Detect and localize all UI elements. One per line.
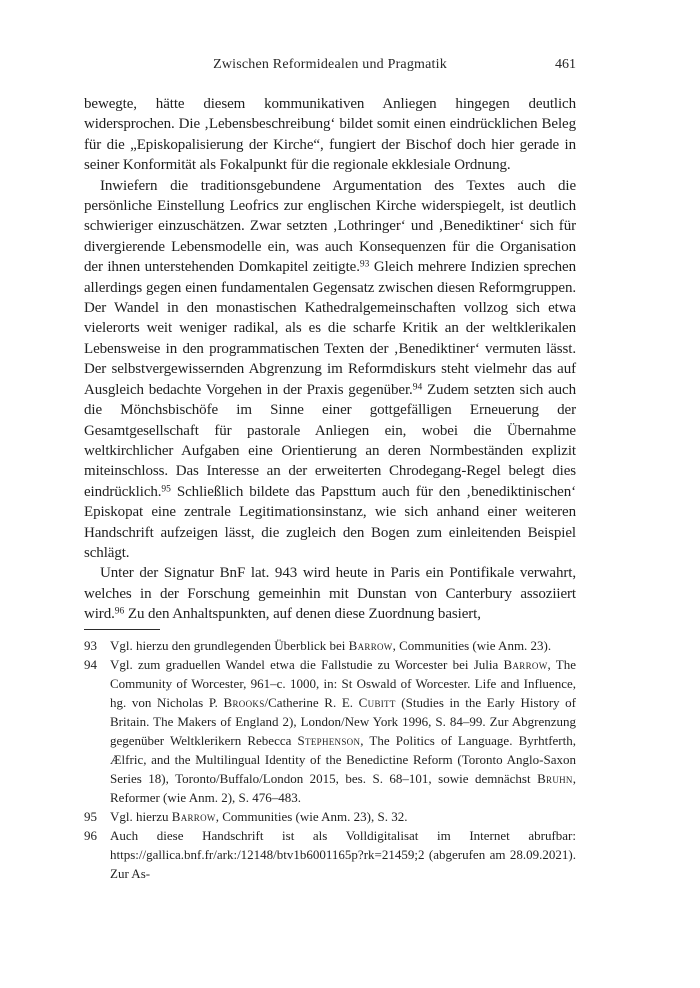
- text-run: , Communities (wie Anm. 23), S. 32.: [215, 809, 408, 824]
- footnote-ref: 96: [114, 606, 125, 617]
- footnote-ref: 93: [359, 259, 370, 270]
- footnote-text: [110, 826, 576, 883]
- paragraph: [84, 94, 576, 176]
- smallcaps-name: Stephenson: [297, 733, 361, 748]
- footnote-text: [110, 655, 576, 807]
- text-run: bewegte, hätte diesem kommunikativen Anliegen hingegen deutlich widersprochen. Die ‚Lebensbeschreibung‘ bildet somit einen eindrücklichen Beleg für die „Episkopalisierung der Kirche“, fungiert der Bischof doch hier gerade in seiner Konformität als Fokalpunkt für die regionale ekklesiale Ordnung.: [84, 96, 576, 174]
- smallcaps-name: Barrow: [503, 657, 548, 672]
- text-run: Zudem setzten sich auch die Mönchsbischöfe im Sinne einer gottgefälligen Erneuerung der Gesamtgesellschaft für pastorale Anliegen ein, wobei die Übernahme weltkirchlicher Aufgaben eine Orientierung an deren Normbeständen explizit miteinschloss. Das Interesse an der erweiterten Chrodegang-Regel belegt dies eindrücklich.: [84, 381, 576, 500]
- text-block: [84, 94, 576, 883]
- footnote: [84, 636, 576, 655]
- text-run: Schließlich bildete das Papsttum auch für den ‚benediktinischen‘ Episkopat eine zentrale Legitimationsinstanz, wie sich anhand einer weiteren Handschrift aufzeigen lässt, die zugleich den Bogen zum einleitenden Beispiel schlägt.: [84, 483, 576, 561]
- running-header: [84, 57, 576, 77]
- footnotes: [84, 636, 576, 883]
- footnote-text: [110, 636, 576, 655]
- smallcaps-name: Barrow: [348, 638, 393, 653]
- text-run: Zu den Anhaltspunkten, auf denen diese Zuordnung basiert,: [124, 606, 481, 623]
- paragraph: [84, 176, 576, 564]
- text-run: Vgl. hierzu: [110, 809, 172, 824]
- smallcaps-name: Barrow: [171, 809, 216, 824]
- footnote-number: 93: [84, 638, 97, 653]
- page-number: 461: [555, 57, 576, 72]
- footnote: [84, 826, 576, 883]
- text-run: (Studies in the Early History of Britain. The Makers of England 2), London/New York 1996, S. 84–99. Zur Abgrenzung gegenüber Weltklerikern Rebecca: [110, 695, 577, 748]
- footnote-number: 95: [84, 809, 97, 824]
- footnote-text: [110, 807, 576, 826]
- smallcaps-name: Cubitt: [358, 695, 396, 710]
- paragraph: [84, 563, 576, 624]
- text-run: Gleich mehrere Indizien sprechen allerdings gegen einen fundamentalen Gegensatz zwischen diesen Reformgruppen. Der Wandel in den monastischen Kathedralgemeinschaften vollzog sich etwa vielerorts weit weniger radikal, als es die scharfe Kritik an der weltklerikalen Lebensweise in den programmatischen Texten der ‚Benediktiner‘ vermuten lässt. Der selbstvergewissernden Abgrenzung im Reformdiskurs steht vielmehr das auf Ausgleich bedachte Vorgehen in der Praxis gegenüber.: [84, 259, 576, 398]
- footnote-ref: 95: [161, 484, 171, 495]
- smallcaps-name: Bruhn: [537, 771, 573, 786]
- footnote: [84, 655, 576, 807]
- footnote-separator: [84, 629, 160, 630]
- text-run: Vgl. zum graduellen Wandel etwa die Fallstudie zu Worcester bei Julia: [110, 657, 504, 672]
- smallcaps-name: Brooks: [223, 695, 265, 710]
- footnote-number: 94: [84, 657, 97, 672]
- text-run: , The Politics of Language. Byrhtferth, Ælfric, and the Multilingual Identity of the Benedictine Reform (Toronto Anglo-Saxon Series 18), Toronto/Buffalo/London 2015, bes. S. 68–101, sowie demnächst: [110, 733, 576, 786]
- footnote: [84, 807, 576, 826]
- text-run: Vgl. hierzu den grundlegenden Überblick bei: [110, 638, 349, 653]
- footnote-number: 96: [84, 828, 97, 843]
- text-run: , Reformer (wie Anm. 2), S. 476–483.: [110, 771, 576, 805]
- text-run: /Catherine R. E.: [264, 695, 359, 710]
- text-run: Unter der Signatur BnF lat. 943 wird heute in Paris ein Pontifikale verwahrt, welches in der Forschung gemeinhin mit Dunstan von Canterbury assoziiert wird.: [84, 565, 576, 623]
- body-text: [84, 94, 576, 627]
- footnote-ref: 94: [412, 382, 423, 393]
- text-run: Auch diese Handschrift ist als Volldigitalisat im Internet abrufbar: https://gallica.bnf.fr/ark:/12148/btv1b6001165p?rk=21459;2 (abgerufen am 28.09.2021). Zur As-: [110, 828, 576, 881]
- text-run: , Communities (wie Anm. 23).: [392, 638, 552, 653]
- running-title: Zwischen Reformidealen und Pragmatik: [213, 57, 447, 72]
- text-run: , The Community of Worcester, 961–c. 1000, in: St Oswald of Worcester. Life and Influence, hg. von Nicholas P.: [110, 657, 576, 710]
- text-run: Inwiefern die traditionsgebundene Argumentation des Textes auch die persönliche Einstellung Leofrics zur englischen Kirche widerspiegelt, ist deutlich schwieriger einzuschätzen. Zwar setzten ‚Lothringer‘ und ‚Benediktiner‘ sich für divergierende Lebensmodelle ein, was auch Konsequenzen für die Organisation der ihnen unterstehenden Domkapitel zeitigte.: [84, 177, 576, 276]
